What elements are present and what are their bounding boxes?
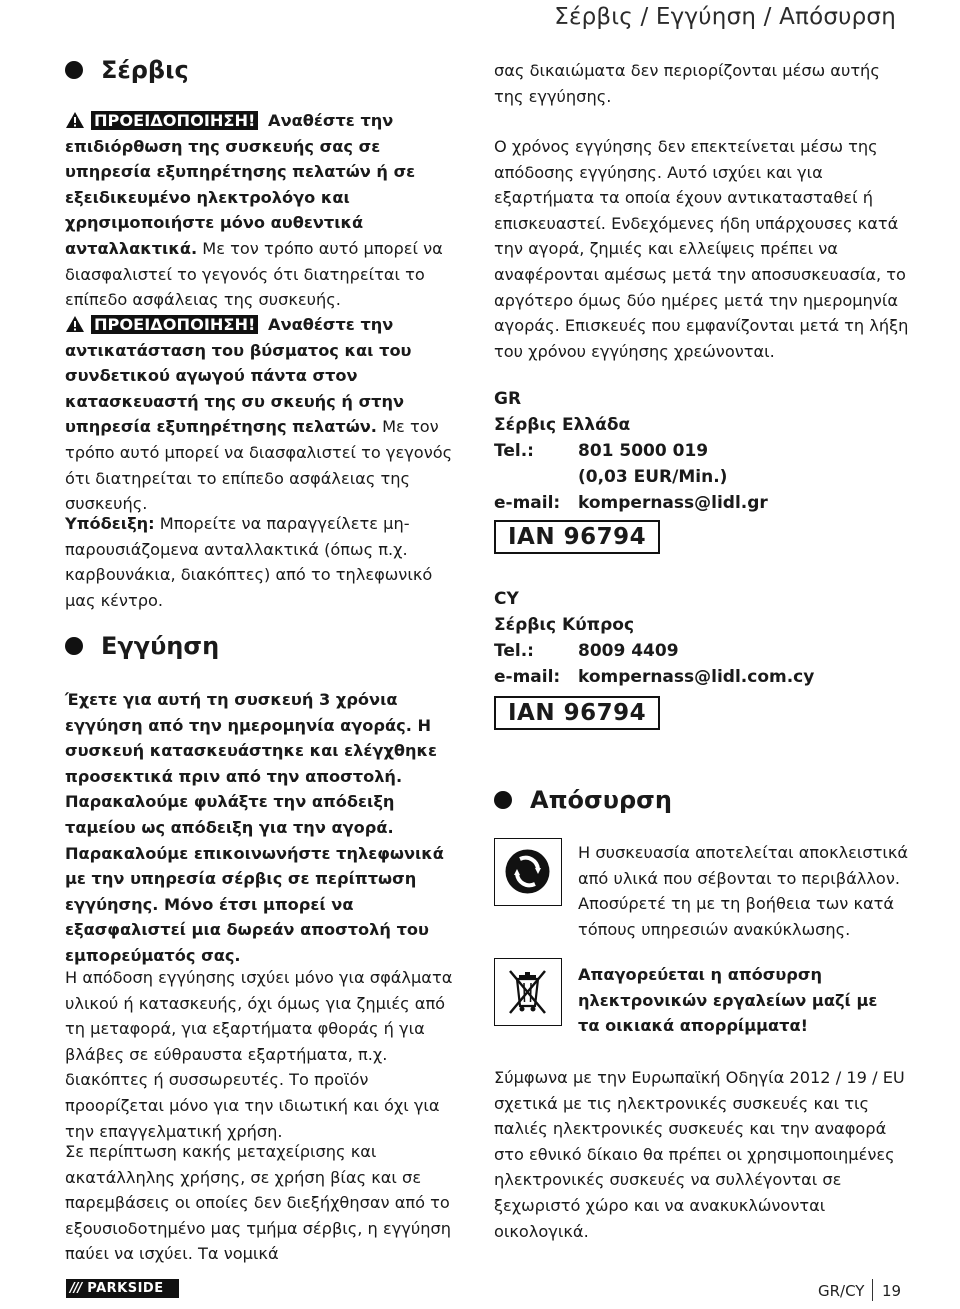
warranty-heading: [65, 632, 465, 660]
recycling-logo-box: [494, 838, 562, 906]
contact-gr-tel-note: (0,03 EUR/Min.): [578, 467, 728, 487]
warning-1-label: ΠΡΟΕΙΔΟΠΟΙΗΣΗ!: [91, 111, 258, 130]
disposal-heading: [494, 786, 914, 814]
weee-warning-text: Απαγορεύεται η απόσυρση ηλεκτρονικών εργαλείων μαζί με τα οικιακά απορρίμματα!: [578, 965, 878, 1036]
contact-cy-tel-row: [494, 638, 914, 664]
bullet-icon: [65, 637, 83, 655]
directive-text: Σύμφωνα με την Ευρωπαϊκή Οδηγία 2012 / 19 / EU σχετικά με τις ηλεκτρονικές συσκευές και τις παλιές ηλεκτρονικές συσκευές και την αναφορά στο εθνικό δίκαιο θα πρέπει οι χρησιμοποιημένες ηλεκτρονικές συσκευές να συλλέγονται σε ξεχωριστό χώρο και να ανακυκλώνονται οικολογικά.: [494, 1068, 905, 1241]
warranty-paragraph-3-cont: σας δικαιώματα δεν περιορίζονται μέσω αυτής της εγγύησης.: [494, 61, 880, 106]
weee-logo-box: [494, 958, 562, 1026]
parkside-logo: /// PARKSIDE: [66, 1279, 179, 1298]
bullet-icon: [494, 791, 512, 809]
warning-1-text: Με τον τρόπο αυτό μπορεί να διασφαλιστεί το γεγονός ότι διατηρείται το επίπεδο ασφάλειας της συσκευής.: [65, 238, 443, 310]
hint-text: Μπορείτε να παραγγείλετε μη-παρουσιάζομενα ανταλλακτικά (όπως π.χ. καρβουνάκια, διακόπτες) από το τηλεφωνικό μας κέντρο.: [65, 514, 433, 610]
contact-gr-tel-row: [494, 438, 914, 464]
service-heading-text: Σέρβις: [101, 56, 189, 84]
packaging-text: Η συσκευασία αποτελείται αποκλειστικά από υλικά που σέβονται το περιβάλλον. Αποσύρετέ τη με τη βοήθεια των κατά τόπους υπηρεσιών ανακύκλωσης.: [578, 843, 909, 939]
contact-gr-email-label: e-mail:: [494, 493, 561, 513]
warning-2-bold: Αναθέστε την αντικατάσταση του βύσματος και του συνδετικού αγωγού πάντα στον κατασκευαστή της συ σκευής ή στην υπηρεσία εξυπηρέτησης πελατών.: [65, 315, 412, 437]
contact-gr-tel-note-row: [494, 464, 914, 490]
warranty-heading-text: Εγγύηση: [101, 632, 220, 660]
ian-box-cy: IAN 96794: [494, 696, 660, 730]
contact-gr-code: GR: [494, 389, 522, 409]
contact-cy-tel: 8009 4409: [578, 641, 679, 661]
disposal-heading-text: Απόσυρση: [530, 786, 672, 814]
hint: [65, 511, 465, 613]
warranty-paragraph-3: Σε περίπτωση κακής μεταχείρισης και ακατάλληλης χρήσης, σε χρήση βίας και σε παρεμβάσεις οι οποίες δεν διεξήχθησαν από το εξουσιοδοτημένο μας τμήμα σέρβις, η εγγύηση παύει να ισχύει. Τα νομικά: [65, 1142, 452, 1264]
contact-cy-code: CY: [494, 589, 519, 609]
warranty-bold-paragraph: Έχετε για αυτή τη συσκευή 3 χρόνια εγγύηση από την ημερομηνία αγοράς. Η συσκευή κατασκευάστηκε και ελέγχθηκε προσεκτικά πριν από την αποστολή. Παρακαλούμε φυλάξτε την απόδειξη ταμείου ως απόδειξη για την αγορά. Παρακαλούμε επικοινωνήστε τηλεφωνικά με την υπηρεσία σέρβις σε περίπτωση εγγύησης. Μόνο έτσι μπορεί να εξασφαλιστεί μια δωρεάν αποστολή του εμπορεύματός σας.: [65, 690, 444, 965]
contact-gr-email: kompernass@lidl.gr: [578, 493, 768, 513]
contact-cy-email-row: [494, 664, 914, 690]
recycling-green-dot-icon: [495, 839, 560, 904]
service-heading: [65, 56, 465, 84]
contact-cy-email-label: e-mail:: [494, 667, 561, 687]
contact-gr-name: Σέρβις Ελλάδα: [494, 415, 631, 435]
warning-triangle-icon: [65, 315, 85, 333]
contact-cy-name: Σέρβις Κύπρος: [494, 615, 635, 635]
contact-gr-email-row: [494, 490, 914, 516]
crossed-out-bin-icon: [495, 959, 560, 1024]
warning-1-bold: Αναθέστε την επιδιόρθωση της συσκευής σας σε υπηρεσία εξυπηρέτησης πελατών ή σε εξειδικευμένο ηλεκτρολόγο και χρησιμοποιήστε μόνο αυθεντικά ανταλλακτικά.: [65, 111, 416, 258]
contact-cy-tel-label: Tel.:: [494, 641, 534, 661]
warning-2-label: ΠΡΟΕΙΔΟΠΟΙΗΣΗ!: [91, 315, 258, 334]
warning-2-text: Με τον τρόπο αυτό μπορεί να διασφαλιστεί το γεγονός ότι διατηρείται το επίπεδο ασφάλειας της συσκευής.: [65, 417, 453, 514]
contact-gr: [494, 386, 914, 516]
ian-box-gr: IAN 96794: [494, 520, 660, 554]
footer-divider: [872, 1279, 873, 1301]
warranty-paragraph-2: Η απόδοση εγγύησης ισχύει μόνο για σφάλματα υλικού ή κατασκευής, όχι όμως για ζημιές από τη μεταφορά, για εξαρτήματα φθοράς ή για βλάβες σε εύθραυστα εξαρτήματα, π.χ. διακόπτες ή συσσωρευτές. Το προϊόν προορίζεται μόνο για την ιδιωτική και όχι για την επαγγελματική χρήση.: [65, 968, 453, 1141]
brand-name: PARKSIDE: [87, 1281, 164, 1296]
footer-lang: GR/CY: [818, 1282, 865, 1300]
contact-gr-tel: 801 5000 019: [578, 441, 709, 461]
page-header-title: Σέρβις / Εγγύηση / Απόσυρση: [554, 4, 896, 30]
bullet-icon: [65, 61, 83, 79]
contact-cy-email: kompernass@lidl.com.cy: [578, 667, 815, 687]
warning-2: [65, 312, 465, 517]
hint-label: Υπόδειξη:: [65, 514, 155, 533]
warranty-paragraph-4: Ο χρόνος εγγύησης δεν επεκτείνεται μέσω της απόδοσης εγγύησης. Αυτό ισχύει και για εξαρτήματα τα οποία έχουν αντικατασταθεί ή επισκευαστεί. Ενδεχόμενες ήδη υπάρχουσες κατά την αγορά, ζημιές και ελλείψεις πρέπει να αναφέρονται αμέσως μετά την αποσυσκευασία, το αργότερο όμως δύο ημέρες μετά την ημερομηνία αγοράς. Επισκευές που εμφανίζονται μετά τη λήξη του χρόνου εγγύησης χρεώνονται.: [494, 137, 909, 361]
warning-1: [65, 108, 465, 313]
contact-cy: [494, 586, 914, 690]
contact-gr-tel-label: Tel.:: [494, 441, 534, 461]
warning-triangle-icon: [65, 111, 85, 129]
footer-page-number: 19: [882, 1282, 902, 1300]
